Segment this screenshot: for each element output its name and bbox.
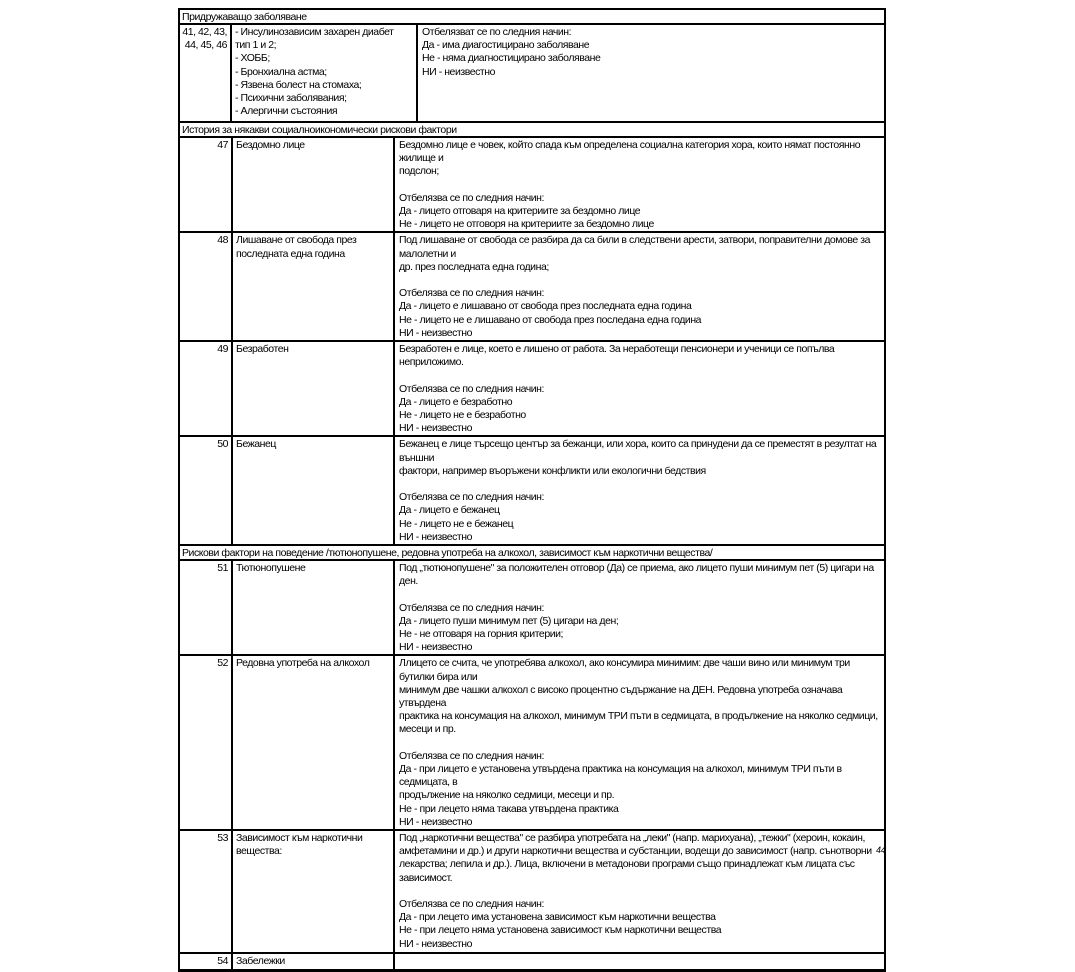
text-line: Не - лицето не е лишавано от свобода през последана една година [399, 313, 702, 326]
table-row-47 [180, 138, 884, 233]
text-line: практика на консумация на алкохол, минимум ТРИ пъти в седмицата, в продължение на няколко седмици, месеци и пр. [399, 710, 878, 736]
text-line: последната една година [236, 247, 345, 260]
row-label-cell [233, 233, 395, 340]
text-line: - ХОББ; [235, 52, 270, 65]
text-line: НИ - неизвестно [399, 422, 473, 435]
text-line: минимум две чашки алкохол с високо процентно съдържание на ДЕН. Редовна употреба означава утвърдена [399, 683, 843, 710]
text-line: 48 [217, 234, 228, 247]
text-line: 52 [217, 657, 228, 670]
section-header-behavior-risk: Рискови фактори на поведение /тютюнопушене, редовна употреба на алкохол, зависимост към наркотични вещества/ [180, 546, 884, 561]
text-line: Не - не отговаря на горния критерии; [399, 628, 564, 641]
row-description-cell [395, 437, 884, 544]
row-number-cell [180, 342, 233, 435]
text-line: - Бронхиална астма; [235, 65, 327, 78]
row-description-cell [395, 954, 884, 969]
text-line: 47 [217, 139, 228, 151]
text-line: Отбелязва се по следния начин: [399, 898, 544, 911]
text-line: подслон; [399, 165, 439, 178]
text-line: Бежанец [236, 438, 276, 451]
row-description-cell [395, 561, 884, 654]
row-number-cell [180, 656, 233, 829]
row-label-cell [232, 25, 418, 121]
text-line [399, 369, 881, 382]
text-line: Отбелязва се по следния начин: [399, 191, 544, 204]
row-description-cell [395, 831, 884, 952]
text-line: Ллицето се счита, че употребява алкохол, ако консумира минимим: две чаши вино или минимум три бутилки бира или [399, 657, 850, 683]
text-line: Лишаване от свобода през [236, 234, 357, 247]
text-line: Зависимост към наркотични [236, 832, 363, 845]
text-line: фактори, например въоръжени конфликти или екологични бедствия [399, 464, 706, 477]
text-line: 54 [217, 955, 228, 968]
row-label-cell [233, 437, 395, 544]
text-line: - Психични заболявания; [235, 92, 347, 105]
text-line: - Алергични състояния [235, 105, 338, 118]
row-description-cell [395, 342, 884, 435]
text-line [399, 179, 881, 192]
row-number-cell [180, 561, 233, 654]
text-line [399, 885, 881, 898]
table-row-41-46 [180, 25, 884, 123]
row-label-cell [233, 342, 395, 435]
text-line: 50 [217, 438, 228, 451]
text-line [399, 478, 881, 491]
row-description-cell [395, 138, 884, 231]
text-line: Отбелязва се по следния начин: [399, 382, 544, 395]
text-line: Безработен е лице, което е лишено от работа. За неработещи пенсионери и ученици се попълва неприложимо. [399, 343, 835, 369]
text-line: Отбелязват се по следния начин: [422, 26, 572, 38]
text-line: 44, 45, 46 [184, 39, 227, 52]
text-line: тип 1 и 2; [235, 39, 277, 52]
row-description-cell [418, 25, 884, 121]
text-line: лекарства; лепила и др.). Лица, включени в метадонови програми също принадлежат към лицата със [399, 858, 855, 871]
text-line: Тютюнопушене [236, 562, 306, 575]
row-number-cell [180, 954, 233, 969]
text-line: амфетамини и др.) и други наркотични вещества и субстанции, водещи до зависимост (напр. сънотворни [399, 845, 872, 858]
text-line: НИ - неизвестно [399, 530, 473, 543]
text-line: Не - лицето не отговоря на критериите за бездомно лице [399, 218, 654, 231]
form-definition-table [178, 8, 886, 972]
text-line: Не - при лецето няма такава утвърдена практика [399, 802, 619, 815]
text-line: Под лишаване от свобода се разбира да са били в следствени арести, затвори, поправителни домове за малолетни и [399, 234, 871, 260]
section-header-comorbidity: Придружаващо заболяване [180, 10, 884, 25]
text-line: Не - при лецето няма установена зависимост към наркотични вещества [399, 924, 722, 937]
row-label-cell [233, 954, 395, 969]
text-line [399, 274, 881, 287]
text-line: НИ - неизвестно [399, 641, 473, 654]
row-label-cell [233, 138, 395, 231]
text-line: Под „тютюнопушене" за положителен отговор (Да) се приема, ако лицето пуши минимум пет (5) цигари на ден. [399, 562, 874, 588]
text-line: Отбелязва се по следния начин: [399, 287, 544, 300]
row-description-cell [395, 656, 884, 829]
text-line: вещества: [236, 845, 282, 858]
row-number-cell [180, 138, 233, 231]
text-line: НИ - неизвестно [399, 937, 473, 950]
text-line: Да - лицето е безработно [399, 395, 513, 408]
text-line: Не - лицето не е безработно [399, 409, 526, 422]
text-line: Да - лицето отговаря на критериите за бездомно лице [399, 205, 641, 217]
table-row-52 [180, 656, 884, 831]
text-line: Безработен [236, 343, 289, 356]
text-line: Да - има диагостицирано заболяване [422, 39, 590, 52]
row-number-cell [180, 233, 233, 340]
text-line: - Инсулинозависим захарен диабет [235, 26, 394, 38]
text-line: Отбелязва се по следния начин: [399, 491, 544, 504]
text-line: Бездомно лице [236, 139, 305, 151]
table-row-53 [180, 831, 884, 954]
text-line: Под „наркотични вещества" се разбира употребата на „леки" (напр. марихуана), „тежки" (хероин, кокаин, [399, 832, 865, 845]
row-label-cell [233, 561, 395, 654]
text-line: Да - лицето е бежанец [399, 504, 500, 517]
row-description-cell [395, 233, 884, 340]
table-row-51 [180, 561, 884, 656]
section-header-socioeconomic-risk: История за някакви социалноикономически рискови фактори [180, 123, 884, 138]
row-number-cell [180, 831, 233, 952]
text-line: зависимост. [399, 871, 453, 884]
text-line: НИ - неизвестно [399, 815, 473, 828]
text-line: НИ - неизвестно [422, 65, 496, 78]
text-line: Да - лицето пуши минимум пет (5) цигари на ден; [399, 614, 619, 627]
page-number: 44 [876, 845, 886, 855]
text-line: - Язвена болест на стомаха; [235, 78, 362, 91]
text-line: Отбелязва се по следния начин: [399, 601, 544, 614]
text-line: Отбелязва се по следния начин: [399, 749, 544, 762]
text-line: Не - лицето не е бежанец [399, 517, 514, 530]
text-line [399, 737, 881, 750]
row-number-cell [180, 437, 233, 544]
text-line: Бездомно лице е човек, който спада към определена социална категория хора, които нямат постоянно жилище и [399, 139, 861, 165]
table-row-50 [180, 437, 884, 546]
text-line: 49 [217, 343, 228, 356]
table-row-48 [180, 233, 884, 342]
text-line: Забележки [236, 955, 285, 968]
text-line: 53 [217, 832, 228, 845]
text-line: Да - при лицето е установена утвърдена практика на консумация на алкохол, минимум ТРИ пъти в седмицата, в [399, 763, 842, 789]
text-line: 41, 42, 43, [182, 26, 227, 38]
text-line: Не - няма диагностицирано заболяване [422, 52, 601, 65]
table-row-54 [180, 954, 884, 969]
row-number-cell [180, 25, 232, 121]
text-line: Редовна употреба на алкохол [236, 657, 370, 670]
text-line: продължение на няколко седмици, месеци и пр. [399, 789, 615, 802]
row-label-cell [233, 831, 395, 952]
text-line: НИ - неизвестно [399, 326, 473, 339]
text-line: др. през последната една година; [399, 260, 549, 273]
text-line: 51 [217, 562, 228, 575]
row-label-cell [233, 656, 395, 829]
text-line: Да - при лецето има установена зависимост към наркотични вещества [399, 911, 716, 924]
table-row-49 [180, 342, 884, 437]
text-line [399, 588, 881, 601]
text-line: Бежанец е лице търсещо център за бежанци, или хора, които са принудени да се преместят в резултат на външни [399, 438, 877, 464]
text-line: Да - лицето е лишавано от свобода през последната една година [399, 300, 692, 313]
